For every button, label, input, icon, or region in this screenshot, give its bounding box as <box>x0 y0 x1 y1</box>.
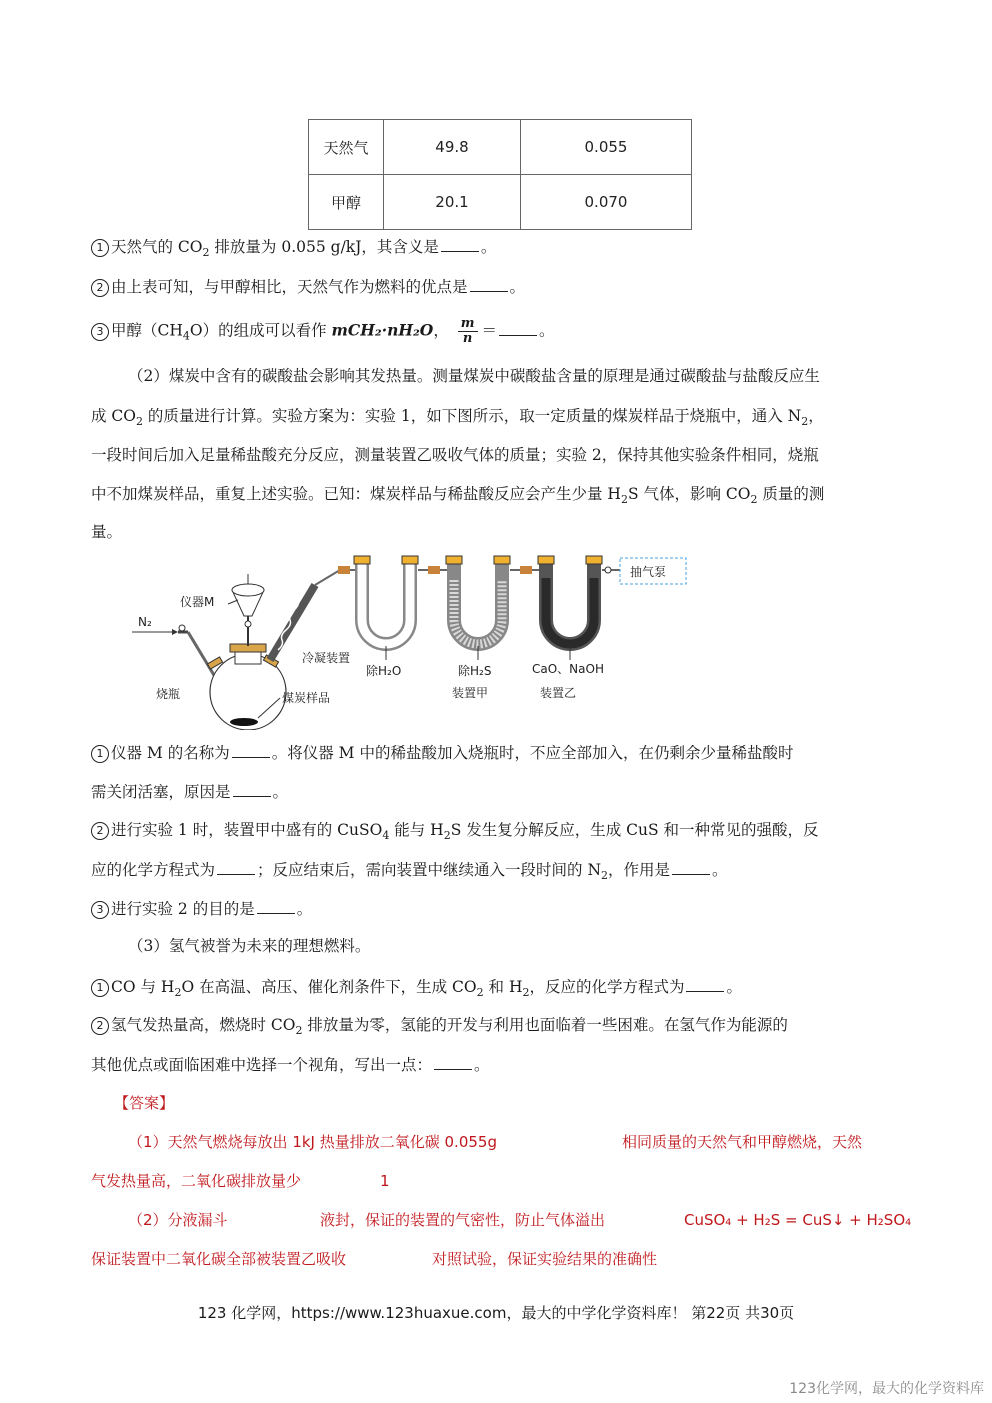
q1-item-1 <box>91 236 911 263</box>
label-device-b: 装置乙 <box>540 686 577 700</box>
answer-title: 【答案】 <box>114 1094 175 1112</box>
circle-num: 1 <box>91 239 109 257</box>
fraction-denominator: n <box>462 331 473 346</box>
fraction-numerator: m <box>458 317 478 332</box>
table-cell-co2: 0.070 <box>521 175 692 230</box>
stopper-icon <box>586 556 602 564</box>
answer-2d: 保证装置中二氧化碳全部被装置乙吸收 <box>91 1250 347 1268</box>
u-tube-filling <box>546 578 594 644</box>
text: 由上表可知，与甲醇相比，天然气作为燃料的优点是 <box>111 278 468 296</box>
circle-num: 1 <box>91 979 109 997</box>
q2-item-1-cont <box>91 781 911 802</box>
circle-num: 3 <box>91 323 109 341</box>
text: ；反应结束后，需向装置中继续通入一段时间的 N <box>257 861 602 879</box>
q2-item-2-cont <box>91 859 911 886</box>
text: 进行实验 2 的目的是 <box>111 900 255 918</box>
answer-blank[interactable] <box>470 276 508 292</box>
u-tube-filling <box>454 580 502 644</box>
text: 。 <box>539 321 555 340</box>
text: 。 <box>726 978 742 996</box>
q3-item-2 <box>91 1015 911 1041</box>
text: 。 <box>296 900 313 918</box>
label-coal-sample: 煤炭样品 <box>282 691 331 705</box>
stopper-icon <box>446 556 462 564</box>
label-condenser: 冷凝装置 <box>302 651 351 665</box>
table-cell-fuel: 甲醇 <box>309 175 384 230</box>
text: O）的组成可以看作 <box>189 321 332 340</box>
apparatus-diagram <box>120 550 720 730</box>
circle-num: 2 <box>91 279 109 297</box>
label-instrument-m: 仪器M <box>180 595 215 609</box>
circle-num: 1 <box>91 745 109 763</box>
q2-paragraph-line: 一段时间后加入足量稀盐酸充分反应，测量装置乙吸收气体的质量；实验 2，保持其他实验条件相同，烧瓶 <box>91 446 819 464</box>
fraction-m-over-n <box>458 317 478 346</box>
circle-num: 3 <box>91 901 109 919</box>
stopcock-icon <box>245 621 251 627</box>
text: 甲醇（CH <box>111 321 183 340</box>
answer-blank[interactable] <box>499 320 537 336</box>
subscript: 4 <box>382 829 390 843</box>
answer-1c: 气发热量高，二氧化碳排放量少 <box>91 1172 302 1190</box>
text: 的质量进行计算。实验方案为：实验 1，如下图所示，取一定质量的煤炭样品于烧瓶中，通入 N <box>143 407 802 425</box>
arrow-icon <box>172 629 178 635</box>
label-remove-h2s: 除H₂S <box>458 664 492 678</box>
watermark: 123化学网，最大的化学资料库 <box>789 1381 984 1397</box>
answer-2c: CuSO₄ + H₂S = CuS↓ + H₂SO₄ <box>684 1211 912 1229</box>
subscript: 2 <box>174 986 182 1000</box>
q2-paragraph-line <box>91 406 911 432</box>
text: 。 <box>474 1056 490 1074</box>
label-n2: N₂ <box>138 615 152 629</box>
subscript: 2 <box>476 986 484 1000</box>
text: ＝ <box>481 321 498 340</box>
text: S 气体，影响 CO <box>627 485 751 503</box>
table-row <box>309 175 692 230</box>
text: 其他优点或面临困难中选择一个视角，写出一点： <box>91 1056 433 1074</box>
text: ， <box>808 407 824 425</box>
fuel-table <box>308 119 692 230</box>
subscript: 2 <box>295 1024 303 1038</box>
answer-1b: 相同质量的天然气和甲醇燃烧，天然 <box>622 1133 863 1151</box>
q3-heading: （3）氢气被誉为未来的理想燃料。 <box>128 937 371 955</box>
answer-2b: 液封，保证的装置的气密性，防止气体溢出 <box>320 1211 606 1229</box>
q2-paragraph-line <box>91 484 911 510</box>
stopper-icon <box>402 556 418 564</box>
connecting-tube <box>315 570 340 585</box>
text: ，反应的化学方程式为 <box>529 978 685 996</box>
label-device-a: 装置甲 <box>452 686 489 700</box>
answer-blank[interactable] <box>441 236 479 252</box>
u-tube-inner <box>362 564 410 644</box>
text: 排放量为零，氢能的开发与利用也面临着一些困难。在氢气作为能源的 <box>302 1016 788 1034</box>
answer-1a: （1）天然气燃烧每放出 1kJ 热量排放二氧化碳 0.055g <box>128 1133 497 1151</box>
text: ， <box>433 321 449 340</box>
label-pump: 抽气泵 <box>630 565 667 579</box>
subscript: 2 <box>522 986 530 1000</box>
q2-item-1 <box>91 742 911 763</box>
answer-1d: 1 <box>380 1172 390 1190</box>
stopcock-icon <box>179 625 185 631</box>
tube-connector-icon <box>520 566 532 574</box>
answer-blank[interactable] <box>672 859 710 875</box>
text: 。 <box>480 238 497 256</box>
condenser-icon <box>270 585 315 660</box>
coal-sample-icon <box>230 718 258 726</box>
circle-num: 2 <box>91 1017 109 1035</box>
text: 。 <box>272 783 289 801</box>
page-footer: 123 化学网，https://www.123huaxue.com，最大的中学化学资料库！ 第22页 共30页 <box>197 1304 795 1322</box>
answer-blank[interactable] <box>257 898 295 914</box>
q3-item-1 <box>91 976 911 1003</box>
tube-connector-icon <box>428 566 440 574</box>
stopper-icon <box>354 556 370 564</box>
answer-blank[interactable] <box>233 781 271 797</box>
q1-item-2 <box>91 276 911 297</box>
answer-blank[interactable] <box>232 742 270 758</box>
label-cao-naoh: CaO、NaOH <box>532 662 604 676</box>
text: 应的化学方程式为 <box>91 861 216 879</box>
text: 成 CO <box>91 407 136 425</box>
text: 和 H <box>483 978 523 996</box>
subscript: 2 <box>750 493 758 507</box>
table-cell-fuel: 天然气 <box>309 120 384 175</box>
table-cell-heat: 49.8 <box>384 120 521 175</box>
circle-num: 2 <box>91 822 109 840</box>
text: S 发生复分解反应，生成 CuS 和一种常见的强酸，反 <box>450 821 819 839</box>
q3-item-2-cont <box>91 1054 911 1075</box>
subscript: 4 <box>182 329 190 343</box>
text: 氢气发热量高，燃烧时 CO <box>111 1016 296 1034</box>
text: O 在高温、高压、催化剂条件下，生成 CO <box>181 978 477 996</box>
stopcock-icon <box>605 567 611 573</box>
answer-2a: （2）分液漏斗 <box>128 1211 228 1229</box>
subscript: 2 <box>136 415 143 429</box>
formula: mCH₂·nH₂O <box>331 320 434 340</box>
stopper-icon <box>494 556 510 564</box>
text: 排放量为 0.055 g/kJ，其含义是 <box>209 238 439 256</box>
subscript: 2 <box>601 869 609 883</box>
subscript: 2 <box>620 493 628 507</box>
q2-item-2 <box>91 820 911 846</box>
q1-item-3 <box>91 317 911 347</box>
answer-2e: 对照试验，保证实验结果的准确性 <box>432 1250 658 1268</box>
funnel-top <box>232 584 264 596</box>
text: 进行实验 1 时，装置甲中盛有的 CuSO <box>111 821 383 839</box>
text: 仪器 M 的名称为 <box>111 744 230 762</box>
text: 质量的测 <box>757 485 825 503</box>
text: 天然气的 CO <box>111 238 203 256</box>
answer-blank[interactable] <box>434 1054 472 1070</box>
table-cell-co2: 0.055 <box>521 120 692 175</box>
leader-line <box>228 600 238 604</box>
q2-item-3 <box>91 898 911 919</box>
stopper-icon <box>538 556 554 564</box>
answer-blank[interactable] <box>217 859 255 875</box>
text: 中不加煤炭样品，重复上述实验。已知：煤炭样品与稀盐酸反应会产生少量 H <box>91 485 621 503</box>
q2-paragraph-line: 量。 <box>91 523 123 541</box>
subscript: 2 <box>801 415 809 429</box>
subscript: 2 <box>443 829 451 843</box>
answer-blank[interactable] <box>686 976 724 992</box>
text: ，作用是 <box>608 861 671 879</box>
text: 能与 H <box>389 821 444 839</box>
text: CO 与 H <box>111 978 175 996</box>
text: 需关闭活塞，原因是 <box>91 783 231 801</box>
label-remove-h2o: 除H₂O <box>366 664 402 678</box>
table-row <box>309 120 692 175</box>
text: 。 <box>509 278 526 296</box>
label-flask: 烧瓶 <box>156 687 181 701</box>
subscript: 2 <box>202 246 210 260</box>
text: 。将仪器 M 中的稀盐酸加入烧瓶时，不应全部加入，在仍剩余少量稀盐酸时 <box>271 744 794 762</box>
tube-connector-icon <box>338 566 350 574</box>
q2-paragraph-line: （2）煤炭中含有的碳酸盐会影响其发热量。测量煤炭中碳酸盐含量的原理是通过碳酸盐与盐酸反应生 <box>128 367 820 385</box>
text: 。 <box>712 861 728 879</box>
table-cell-heat: 20.1 <box>384 175 521 230</box>
